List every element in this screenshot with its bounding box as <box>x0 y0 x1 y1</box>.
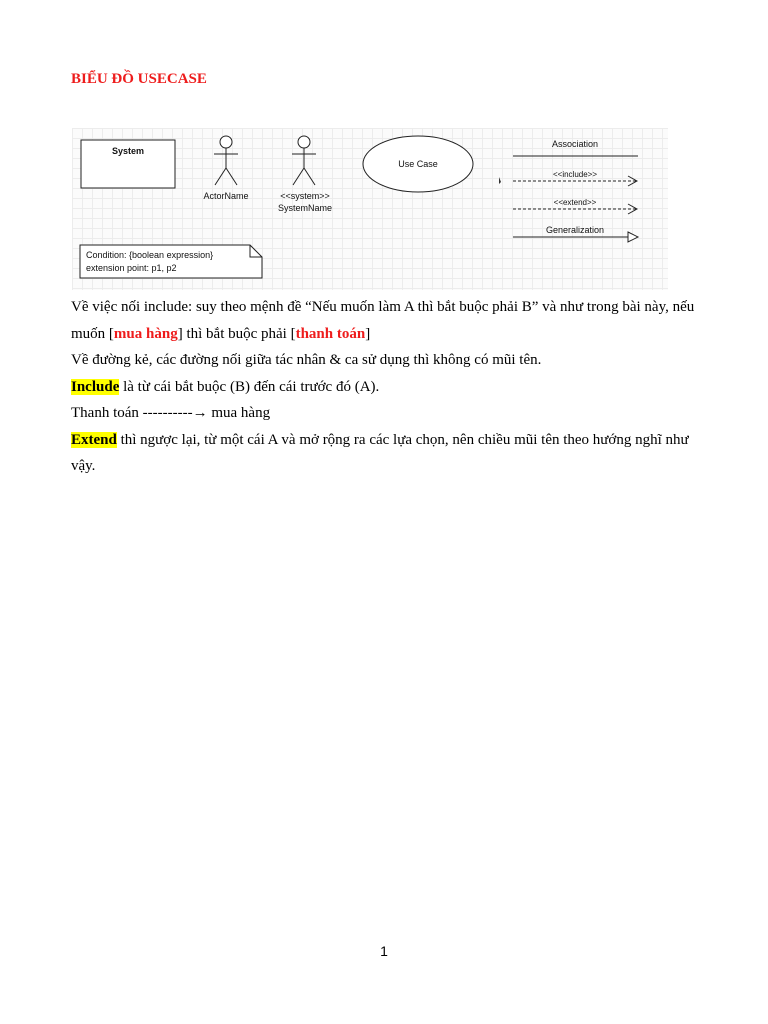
text-run: ] thì bắt buộc phải [ <box>177 325 296 342</box>
actor-label: ActorName <box>203 191 249 201</box>
include-label: <<include>> <box>552 170 598 179</box>
text-run: Về việc nối include: suy theo mệnh đề “Nếu muốn làm A thì bắt buộc phải B” và như trong bài này, nếu muốn [ <box>71 299 695 342</box>
extend-label: <<extend>> <box>553 198 597 207</box>
association-label: Association <box>551 139 599 149</box>
text-run: là từ cái bắt buộc (B) đến cái trước đó (A). <box>119 378 380 395</box>
note-line-2: extension point: p1, p2 <box>86 263 177 273</box>
page-title: BIỂU ĐỒ USECASE <box>71 71 207 87</box>
text-run: thì ngược lại, từ một cái A và mở rộng ra các lựa chọn, nên chiều mũi tên theo hướng nghĩ như vậy. <box>71 431 689 474</box>
paragraph-extend <box>71 427 701 480</box>
include-keyword: Include <box>71 378 120 395</box>
usecase-notation-diagram <box>72 128 668 290</box>
paragraph-include <box>71 374 701 401</box>
paragraph-lines: Về đường kẻ, các đường nối giữa tác nhân & ca sử dụng thì không có mũi tên. <box>71 352 542 368</box>
paragraph-example <box>71 400 701 427</box>
system-label: System <box>111 146 145 156</box>
generalization-label: Generalization <box>545 225 605 235</box>
usecase-label: Use Case <box>398 159 438 169</box>
actor-icon <box>214 136 238 185</box>
usecase-notation-figure <box>72 128 668 290</box>
cursor-mark-icon <box>499 177 501 184</box>
paragraph-include-rule <box>71 294 701 347</box>
system-actor-icon <box>292 136 316 185</box>
body-text <box>71 294 701 480</box>
generalization-hollow-triangle-icon <box>628 232 638 242</box>
text-run: Thanh toán ---------- <box>71 405 193 421</box>
note-line-1: Condition: {boolean expression} <box>86 250 214 260</box>
text-run: ] <box>365 325 371 342</box>
extend-keyword: Extend <box>71 431 117 448</box>
system-actor-stereotype: <<system>> <box>280 191 330 201</box>
right-arrow-icon: → <box>192 405 208 421</box>
system-actor-name: SystemName <box>277 203 333 213</box>
highlight-mua-hang: mua hàng <box>113 325 178 342</box>
text-run: mua hàng <box>207 405 271 421</box>
highlight-thanh-toan: thanh toán <box>295 325 366 342</box>
page-number: 1 <box>380 943 388 959</box>
